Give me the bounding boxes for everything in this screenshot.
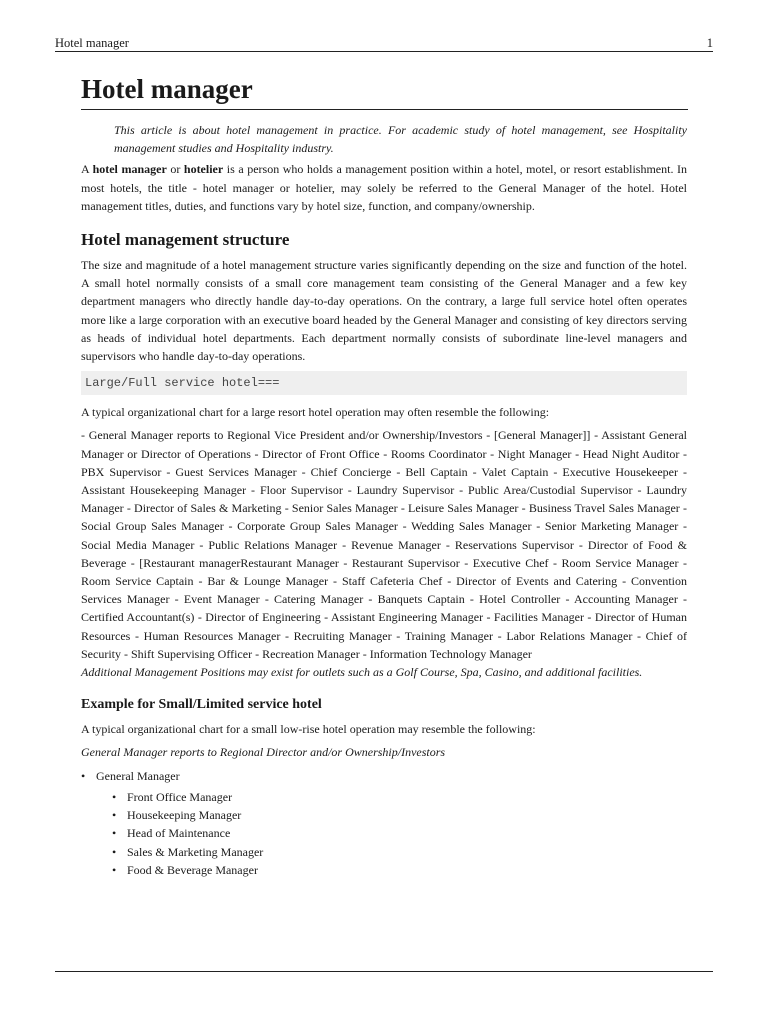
term-hotelier: hotelier: [183, 162, 224, 177]
intro-or: or: [166, 162, 184, 177]
list-item-label: Head of Maintenance: [127, 826, 231, 841]
list-item-label: General Manager: [96, 768, 180, 783]
list-item: [112, 861, 687, 879]
intro-paragraph: [81, 160, 687, 215]
large-hotel-intro: A typical organizational chart for a large resort hotel operation may often resemble the following:: [81, 405, 550, 420]
term-hotel-manager: hotel manager: [92, 162, 167, 177]
intro-rest: is a person who holds a management position within a hotel, motel, or resort establishment. In most hotels, the title - hotel manager or hotelier, may solely be referred to the General Manager of the hotel. Hotel management titles, duties, and functions vary by hotel size, function, and company/ownership.: [81, 162, 687, 213]
bullet-icon: •: [112, 789, 117, 804]
bullet-icon: •: [112, 808, 117, 823]
org-sublist: [96, 788, 687, 879]
list-item-general-manager: [81, 767, 687, 879]
bullet-icon: •: [112, 862, 117, 877]
list-item-label: Front Office Manager: [127, 789, 233, 804]
list-item: [112, 824, 687, 842]
list-item: [112, 843, 687, 861]
running-title: Hotel manager: [55, 36, 129, 50]
large-hotel-org-chart-text: - General Manager reports to Regional Vice President and/or Ownership/Investors - [General Manager]] - Assistant General Manager or Director of Operations - Director of Front Office - Rooms Coordinator - Night Manager - Head Night Auditor - PBX Supervisor - Guest Services Manager - Chief Concierge - Bell Captain - Valet Captain - Executive Housekeeper - Assistant Housekeeping Manager - Floor Supervisor - Laundry Supervisor - Public Area/Custodial Supervisor - Laundry Manager - Director of Sales & Marketing - Senior Sales Manager - Leisure Sales Manager - Business Travel Sales Manager - Social Group Sales Manager - Corporate Group Sales Manager - Wedding Sales Manager - Senior Marketing Manager - Social Media Manager - Public Relations Manager - Revenue Manager - Reservations Supervisor - Director of Food & Beverage - [Restaurant managerRestaurant Manager - Restaurant Supervisor - Executive Chef - Room Service Manager - Room Service Captain - Bar & Lounge Manager - Staff Cafeteria Chef - Director of Events and Catering - Convention Services Manager - Event Manager - Catering Manager - Banquets Captain - Hotel Controller - Accounting Manager - Certified Accountant(s) - Director of Engineering - Assistant Engineering Manager - Facilities Manager - Director of Human Resources - Human Resources Manager - Recruiting Manager - Training Manager - Labor Relations Manager - Chief of Security - Shift Supervising Officer - Recreation Manager - Information Technology Manager: [81, 428, 687, 661]
section-heading-structure: Hotel management structure: [81, 230, 290, 250]
running-header: [55, 35, 713, 52]
small-hotel-reports-line: General Manager reports to Regional Director and/or Ownership/Investors: [81, 745, 446, 760]
list-item-label: Housekeeping Manager: [127, 808, 242, 823]
article-body: [81, 121, 687, 879]
list-item: [112, 788, 687, 806]
small-hotel-intro: A typical organizational chart for a small low-rise hotel operation may resemble the following:: [81, 722, 536, 737]
additional-positions-note: Additional Management Positions may exist for outlets such as a Golf Course, Spa, Casino, and additional facilities.: [81, 665, 643, 680]
bullet-icon: •: [112, 826, 117, 841]
list-item: [112, 806, 687, 824]
page-number: 1: [706, 36, 713, 50]
structure-paragraph: The size and magnitude of a hotel management structure varies significantly depending on the size and function of the hotel. A small hotel normally consists of a small core management team consisting of the General Manager and a few key department managers who directly handle day-to-day operations. On the contrary, a large full service hotel often operates more like a large corporation with an executive board headed by the General Manager and consisting of key directors serving as heads of individual hotel departments. Each department normally consists of subordinate line-level managers and supervisors who handle day-to-day operations.: [81, 258, 687, 364]
list-item-label: Sales & Marketing Manager: [127, 844, 264, 859]
bullet-icon: •: [112, 844, 117, 859]
preformatted-block: Large/Full service hotel===: [81, 371, 687, 395]
intro-a: A: [81, 162, 93, 177]
hatnote: This article is about hotel management in practice. For academic study of hotel management, see Hospitality management studies and Hospitality industry.: [114, 123, 687, 156]
page-title: Hotel manager: [81, 72, 688, 110]
list-item-label: Food & Beverage Manager: [127, 862, 258, 877]
footer-divider: [55, 971, 713, 972]
org-list: [81, 767, 687, 879]
section-heading-small-hotel: Example for Small/Limited service hotel: [81, 697, 322, 713]
bullet-icon: •: [81, 768, 86, 783]
